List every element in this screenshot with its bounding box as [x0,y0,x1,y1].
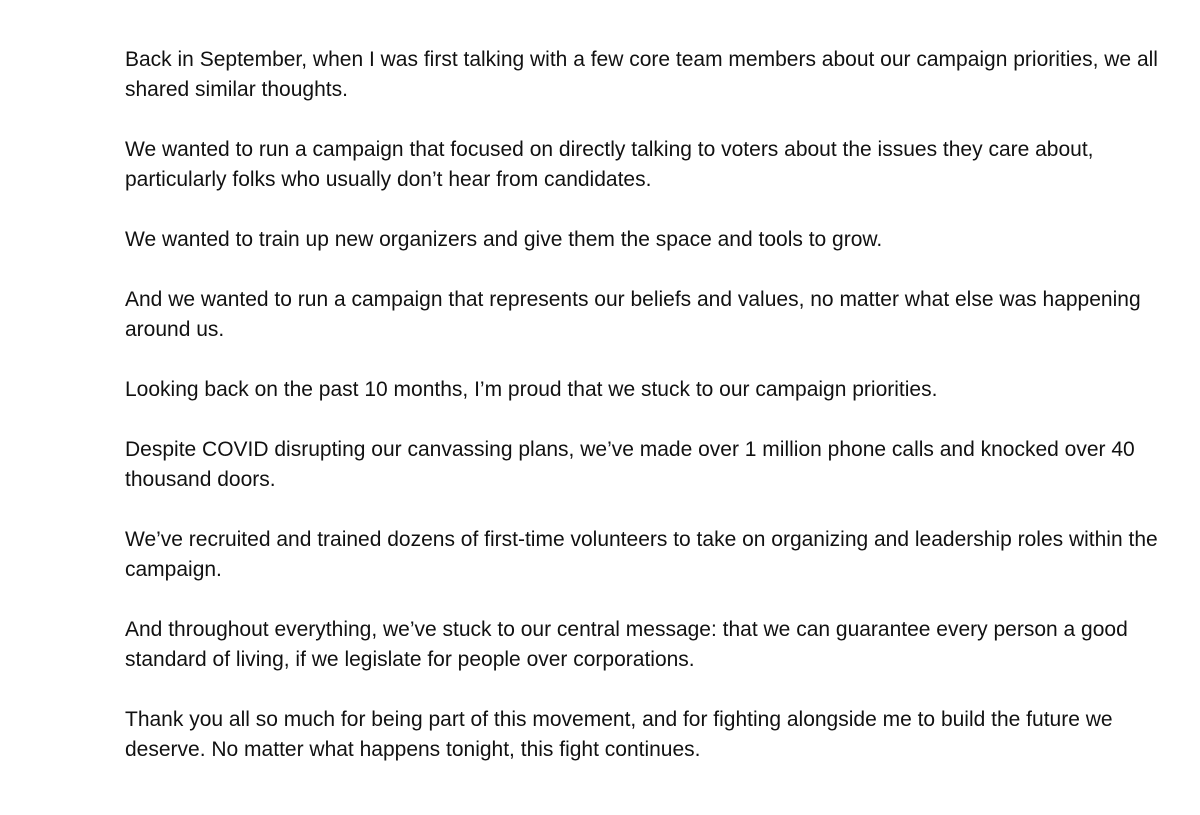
paragraph-2: We wanted to run a campaign that focused on directly talking to voters about the issues they care about, particularly folks who usually don’t hear from candidates. [125,138,1094,191]
paragraph-4: And we wanted to run a campaign that represents our beliefs and values, no matter what else was happening around us. [125,288,1141,341]
letter-body [125,45,1185,765]
paragraph-1: Back in September, when I was first talking with a few core team members about our campaign priorities, we all shared similar thoughts. [125,48,1158,101]
paragraph-7: We’ve recruited and trained dozens of first-time volunteers to take on organizing and leadership roles within the campaign. [125,528,1158,581]
paragraph-6: Despite COVID disrupting our canvassing plans, we’ve made over 1 million phone calls and knocked over 40 thousand doors. [125,438,1135,491]
paragraph-9: Thank you all so much for being part of this movement, and for fighting alongside me to build the future we deserve. No matter what happens tonight, this fight continues. [125,708,1113,761]
paragraph-3: We wanted to train up new organizers and give them the space and tools to grow. [125,228,883,251]
paragraph-5: Looking back on the past 10 months, I’m proud that we stuck to our campaign priorities. [125,378,938,401]
paragraph-8: And throughout everything, we’ve stuck to our central message: that we can guarantee every person a good standard of living, if we legislate for people over corporations. [125,618,1128,671]
